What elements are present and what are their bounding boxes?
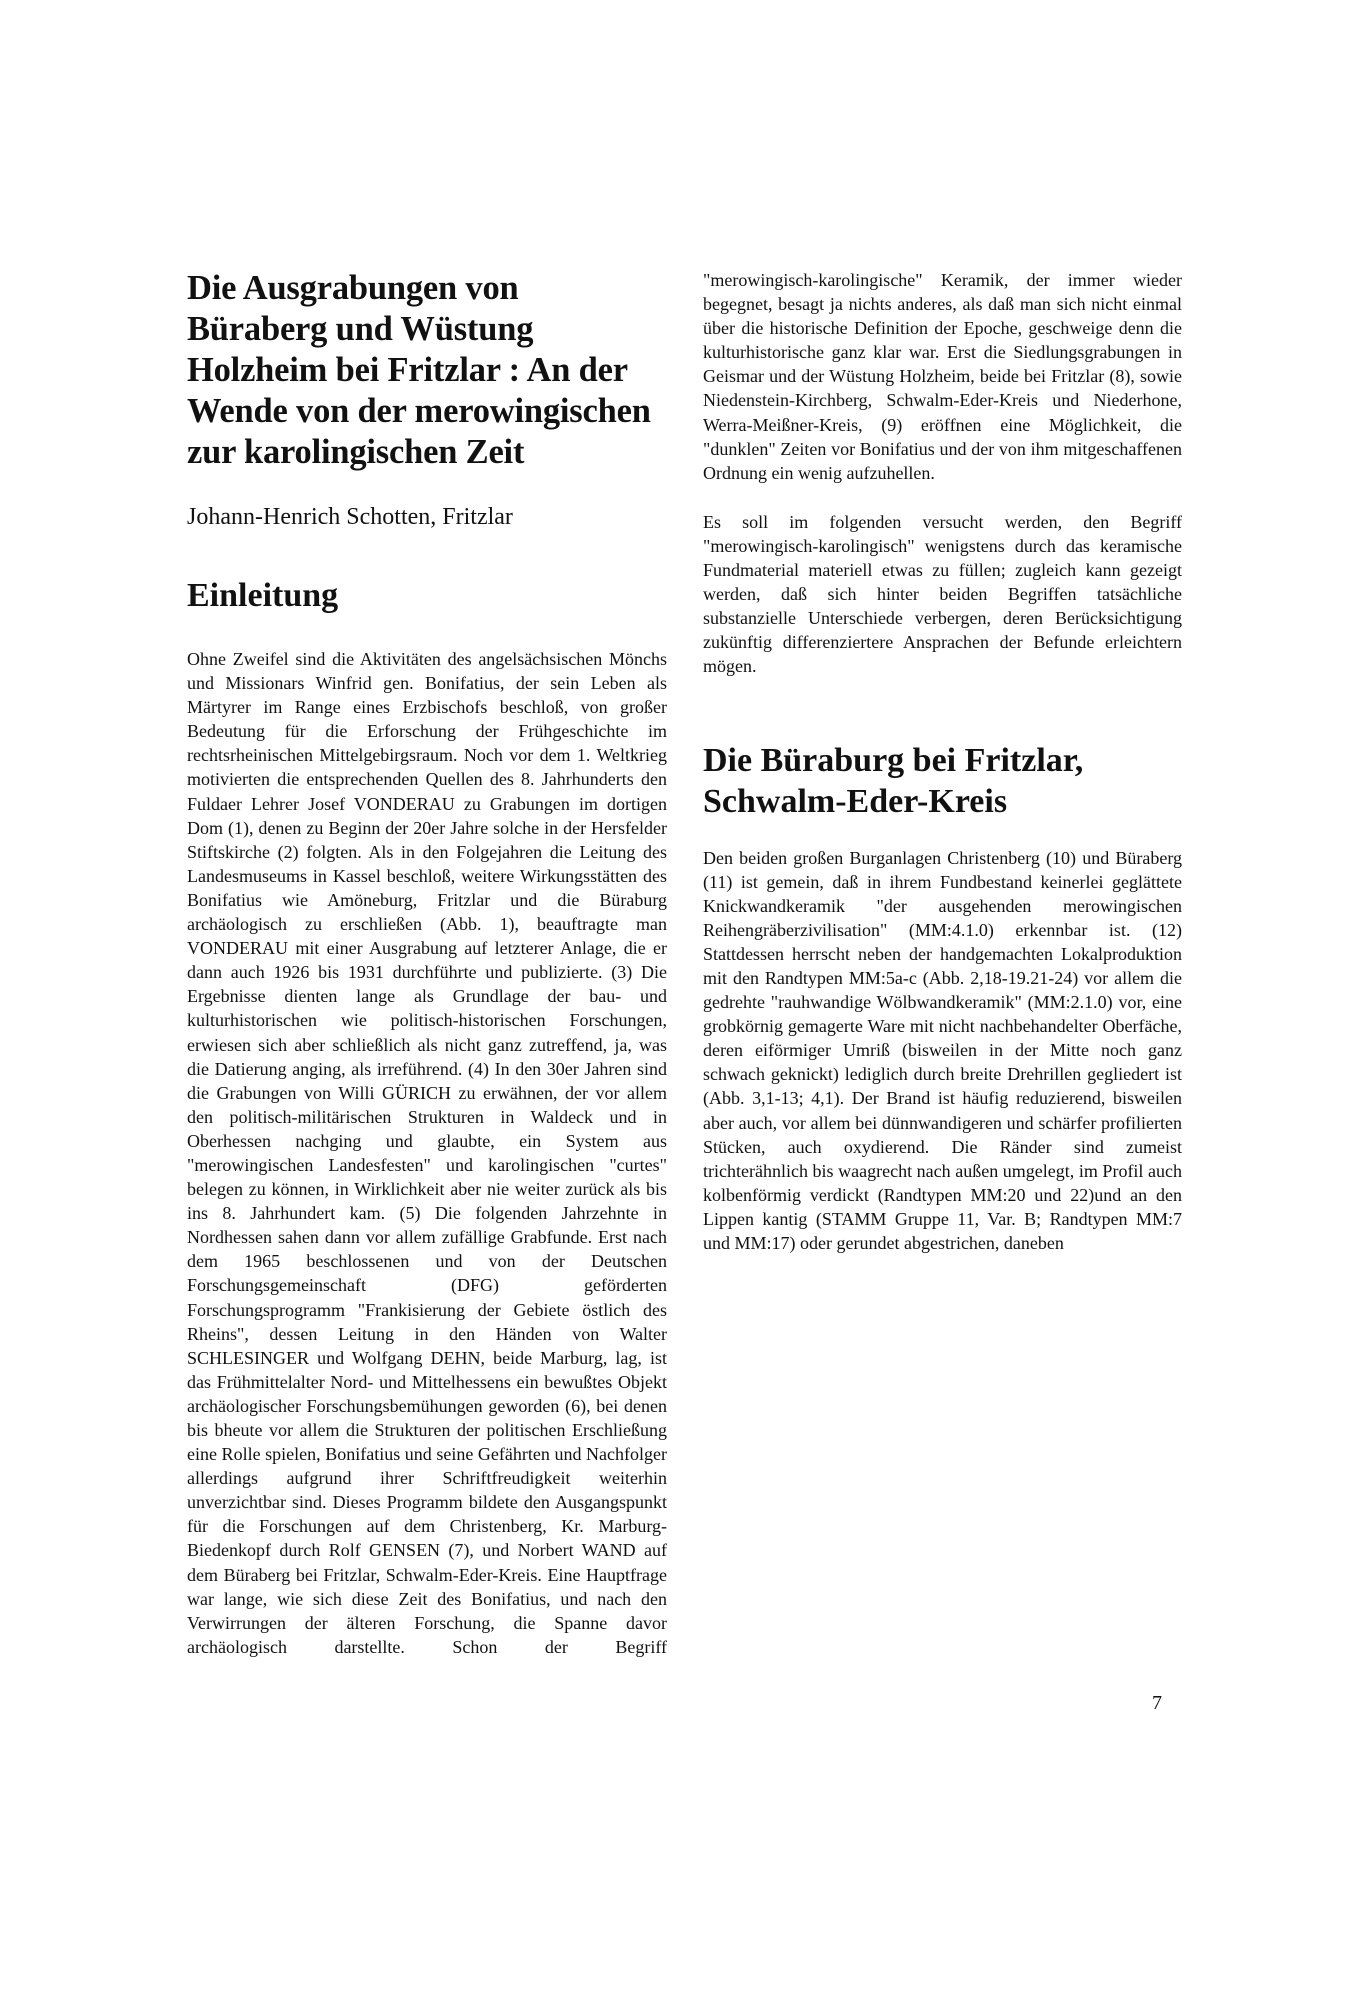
section-heading-einleitung: Einleitung [187,577,339,614]
right-column [703,268,1182,1255]
intro-paragraph-part1: Ohne Zweifel sind die Aktivitäten des angelsächsischen Mönchs und Missionars Winfrid gen. Bonifatius, der sein Leben als Märtyrer im Range eines Erzbischofs beschloß, von großer Bedeutung für die Erforschung der Frühgeschichte im rechtsrheinischen Mittelgebirgsraum. Noch vor dem 1. Weltkrieg motivierten die entsprechenden Quellen des 8. Jahrhunderts den Fuldaer Lehrer Josef VONDERAU zu Grabungen im dortigen Dom (1), denen zu Beginn der 20er Jahre solche in der Hersfelder Stiftskirche (2) folgten. Als in den Folgejahren die Leitung des Landesmuseums in Kassel beschloß, weitere Wirkungsstätten des Bonifatius wie Amöneburg, Fritzlar und die Büraburg archäologisch zu erschließen (Abb. 1), beauftragte man VONDERAU mit einer Ausgrabung auf letzterer Anlage, die er dann auch 1926 bis 1931 durchführte und publizierte. (3) Die Ergebnisse dienten lange als Grundlage der bau- und kulturhistorischen wie politisch-historischen Forschungen, erwiesen sich aber schließlich als nicht ganz zutreffend, ja, was die Datierung anging, als irreführend. (4) In den 30er Jahren sind die Grabungen von Willi GÜRICH zu erwähnen, der vor allem den politisch-militärischen Strukturen in Waldeck und in Oberhessen nachging und glaubte, ein System aus "merowingischen Landesfesten" und karolingischen "curtes" belegen zu können, in Wirklichkeit aber nie weiter zurück als bis ins 8. Jahrhundert kam. (5) Die folgenden Jahrzehnte in Nordhessen sahen dann vor allem zufällige Grabfunde. Erst nach dem 1965 beschlossenen und von der Deutschen Forschungsgemeinschaft (DFG) geförderten Forschungsprogramm "Frankisierung der Gebiete östlich des Rheins", dessen Leitung in den Händen von Walter SCHLESINGER und Wolfgang DEHN, beide Marburg, lag, ist das Frühmittelalter Nord- und Mittelhessens ein bewußtes Objekt archäologischer Forschungsbemühungen geworden (6), bei denen bis bheute vor allem die Strukturen der politischen Erschließung eine Rolle spielen, Bonifatius und seine Gefährten und Nachfolger allerdings aufgrund ihrer Schriftfreudigkeit weiterhin unverzichtbar sind. Dieses Programm bildete den Ausgangspunkt für die Forschungen auf dem Christenberg, Kr. Marburg-Biedenkopf durch Rolf GENSEN (7), und Norbert WAND auf dem Büraberg bei Fritzlar, Schwalm-Eder-Kreis. Eine Hauptfrage war lange, wie sich diese Zeit des Bonifatius, und nach den Verwirrungen der älteren Forschung, die Spanne davor archäologisch darstellte. Schon der Begriff [187,649,667,1657]
bueraburg-paragraph: Den beiden großen Burganlagen Christenberg (10) und Büraberg (11) ist gemein, daß in ihrem Fundbestand keinerlei geglättete Knickwandkeramik "der ausgehenden merowingischen Reihengräberzivilisation" (MM:4.1.0) erkennbar ist. (12) Stattdessen herrscht neben der handgemachten Lokalproduktion mit den Randtypen MM:5a-c (Abb. 2,18-19.21-24) vor allem die gedrehte "rauhwandige Wölbwandkeramik" (MM:2.1.0) vor, eine grobkörnig gemagerte Ware mit nicht nachbehandelter Oberfäche, deren eiförmiger Umriß (bisweilen in der Mitte noch ganz schwach geknickt) lediglich durch breite Drehrillen gegliedert ist (Abb. 3,1-13; 4,1). Der Brand ist häufig reduzierend, bisweilen aber auch, vor allem bei dünnwandigeren und schärfer profilierten Stücken, auch oxydierend. Die Ränder sind zumeist trichterähnlich bis waagrecht nach außen umgelegt, im Profil auch kolbenförmig verdickt (Randtypen MM:20 und 22)und an den Lippen kantig (STAMM Gruppe 11, Var. B; Randtypen MM:7 und MM:17) oder gerundet abgestrichen, daneben [703,847,1182,1253]
intro-paragraph-part2: "merowingisch-karolingische" Keramik, der immer wieder begegnet, besagt ja nichts anderes, als daß man sich nicht einmal über die historische Definition der Epoche, geschweige denn die kulturhistorische ganz klar war. Erst die Siedlungsgrabungen in Geismar und der Wüstung Holzheim, beide bei Fritzlar (8), sowie Niedenstein-Kirchberg, Schwalm-Eder-Kreis und Niederhone, Werra-Meißner-Kreis, (9) eröffnen eine Möglichkeit, die "dunklen" Zeiten vor Bonifatius und der von ihm mitgeschaffenen Ordnung ein wenig aufzuhellen. [703,270,1182,483]
article-author: Johann-Henrich Schotten, Fritzlar [187,504,513,530]
page-number: 7 [1152,1692,1162,1714]
section-heading-bueraburg: Die Büraburg bei Fritzlar, Schwalm-Eder-Kreis [703,741,1084,820]
left-column [187,268,667,1659]
article-title: Die Ausgrabungen von Büraberg und Wüstung Holzheim bei Fritzlar : An der Wende von der merowingischen zur karolingischen Zeit [187,269,651,471]
intro-paragraph-2: Es soll im folgenden versucht werden, den Begriff "merowingisch-karolingisch" wenigstens durch das keramische Fundmaterial materiell etwas zu füllen; zugleich kann gezeigt werden, daß sich hinter beiden Begriffen tatsächliche substanzielle Unterschiede verbergen, deren Berücksichtigung zukünftig differenziertere Ansprachen der Befunde erleichtern mögen. [703,511,1182,677]
